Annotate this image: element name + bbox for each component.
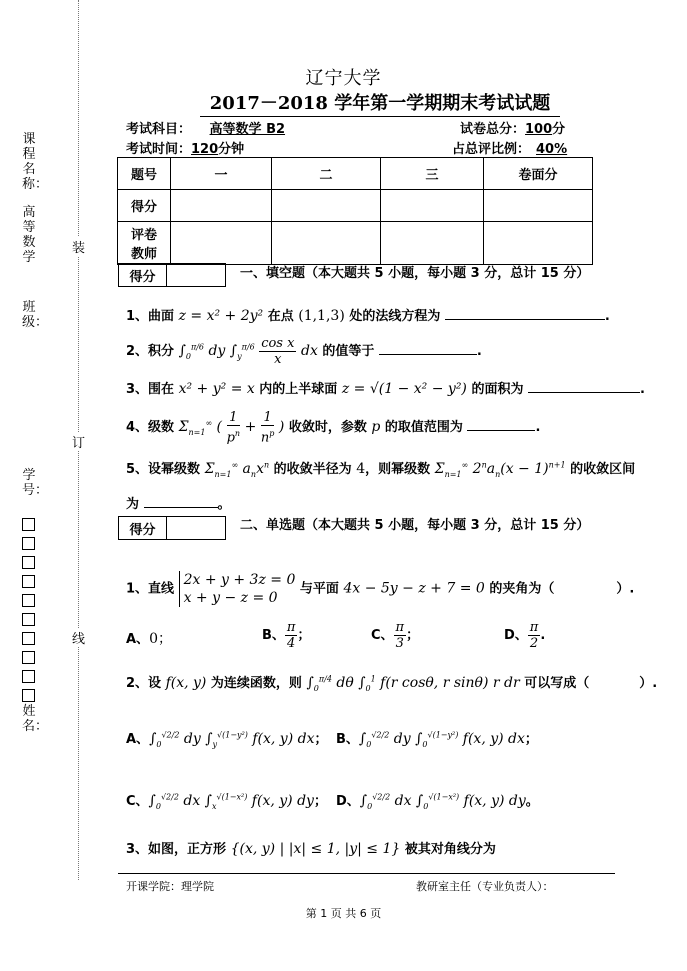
answer-blank[interactable] [467, 418, 535, 431]
section2-heading: 二、单选题（本大题共 5 小题，每小题 3 分，总计 15 分） [240, 518, 590, 533]
section1-score-box[interactable] [118, 263, 226, 287]
fill-question-4: 4、级数 $\Sigma_{n=1}^\infty$ ( $\frac{1}{p^n}$ + $\frac{1}{n^p}$ ) 收敛时，参数 p 的取值范围为 . [126, 410, 541, 446]
q1-option-b[interactable]: B、 $\frac{\pi}{4}$ ； [262, 620, 311, 651]
total-unit: 分 [552, 122, 566, 137]
fill-question-5-cont: 为 。 [126, 497, 231, 512]
q2-option-b[interactable]: B、$\int_0^{√2/2}$ dy $\int_0^{√(1-y^2)}$ f(x, y) dx； [336, 730, 538, 749]
score-cell[interactable] [484, 190, 593, 222]
score-cell[interactable] [381, 190, 484, 222]
answer-blank[interactable] [379, 342, 477, 355]
exam-title: 2017－2018 学年第一学期期末考试试题 [200, 89, 560, 117]
score-table [117, 157, 593, 265]
grader-cell[interactable] [484, 222, 593, 265]
footer-rule [118, 873, 615, 874]
page-number: 第 1 页 共 6 页 [305, 907, 382, 920]
q2-option-d[interactable]: D、$\int_0^{√2/2}$ dx $\int_0^{√(1-x^2)}$ f(x, y) dy。 [336, 792, 539, 811]
binding-mark-ding: 订 [72, 432, 85, 451]
section1-score-label: 得分 [119, 264, 167, 286]
footer-director: 教研室主任（专业负责人）： [416, 880, 554, 893]
footer-college: 开课学院：理学院 [126, 880, 214, 893]
course-name-label: 课程名称： [22, 132, 49, 192]
university-name: 辽宁大学 [305, 68, 382, 89]
q2-option-a[interactable]: A、$\int_0^{√2/2}$ dy $\int_y^{√(1-y^2)}$ f(x, y) dx； [126, 730, 328, 749]
student-id-boxes[interactable] [22, 518, 36, 708]
total-row [460, 118, 565, 137]
time-unit: 分钟 [218, 142, 245, 157]
subject-value: 高等数学 B2 [209, 122, 286, 137]
ratio-label: 占总评比例： [452, 142, 531, 157]
q2-option-c[interactable]: C、$\int_0^{√2/2}$ dx $\int_x^{√(1-x^2)}$ f(x, y) dy； [126, 792, 327, 811]
score-table-header: 二 [272, 158, 381, 190]
score-table-header: 一 [171, 158, 272, 190]
grader-cell[interactable] [381, 222, 484, 265]
answer-blank[interactable] [528, 380, 640, 393]
section2-score-box[interactable] [118, 516, 226, 540]
total-label: 试卷总分： [460, 122, 526, 137]
subject-row [126, 118, 307, 137]
score-row-label: 得分 [118, 190, 171, 222]
section1-heading: 一、填空题（本大题共 5 小题，每小题 3 分，总计 15 分） [240, 266, 590, 281]
choice-question-2: 2、设 f(x, y) 为连续函数，则 $\int_0^{\pi/4}$ dθ $\int_0^1$ f(r cosθ, r sinθ) r dr 可以写成（ ）. [126, 674, 658, 693]
binding-mark-zhuang: 装 [72, 237, 85, 256]
binding-mark-xian: 线 [72, 628, 85, 647]
ratio-row [452, 138, 567, 157]
q1-option-c[interactable]: C、 $\frac{\pi}{3}$ ； [371, 620, 420, 651]
fill-question-5: 5、设幂级数 $\Sigma_{n=1}^\infty$ $a_nx^n$ 的收敛半径为 4，则幂级数 $\Sigma_{n=1}^\infty$ $2^na_n(x - 1)^{n+1}$ 的收敛区间 [126, 460, 636, 479]
time-label: 考试时间： [126, 142, 192, 157]
student-name-label: 姓名： [22, 704, 49, 734]
student-id-label: 学号： [22, 468, 49, 498]
fill-question-2: 2、积分 $\int_0^{\pi/6}$ dy $\int_y^{\pi/6}$ $\frac{\text{cos x}}{x}$ dx 的值等于 . [126, 336, 482, 367]
fill-question-1: 1、曲面 z = x² + 2y² 在点 (1,1,3) 处的法线方程为 . [126, 308, 610, 324]
subject-label: 考试科目： [126, 122, 192, 137]
class-label: 班级： [22, 300, 49, 330]
course-name-value: 高等数学 [22, 205, 36, 265]
score-table-header: 三 [381, 158, 484, 190]
q1-option-d[interactable]: D、 $\frac{\pi}{2}$ . [504, 620, 546, 651]
score-cell[interactable] [272, 190, 381, 222]
score-table-header: 卷面分 [484, 158, 593, 190]
choice-question-3: 3、如图，正方形 {(x, y) | |x| ≤ 1, |y| ≤ 1} 被其对角线分为 [126, 841, 496, 857]
score-cell[interactable] [171, 190, 272, 222]
grader-cell[interactable] [171, 222, 272, 265]
time-value: 120 [191, 142, 219, 157]
choice-question-1: 1、直线 2x + y + 3z = 0 x + y − z = 0 与平面 4x − 5y − z + 7 = 0 的夹角为（ ）. [126, 572, 635, 606]
grader-row-label: 评卷 教师 [118, 222, 171, 265]
answer-blank[interactable] [144, 495, 218, 508]
section2-score-label: 得分 [119, 517, 167, 539]
grader-cell[interactable] [272, 222, 381, 265]
time-row [126, 138, 244, 157]
ratio-value: 40% [536, 142, 568, 157]
score-table-header: 题号 [118, 158, 171, 190]
fill-question-3: 3、围在 x² + y² = x 内的上半球面 z = √(1 − x² − y²) 的面积为 . [126, 381, 645, 397]
answer-blank[interactable] [445, 307, 605, 320]
total-value: 100 [525, 122, 553, 137]
q1-option-a[interactable]: A、0； [126, 631, 172, 647]
